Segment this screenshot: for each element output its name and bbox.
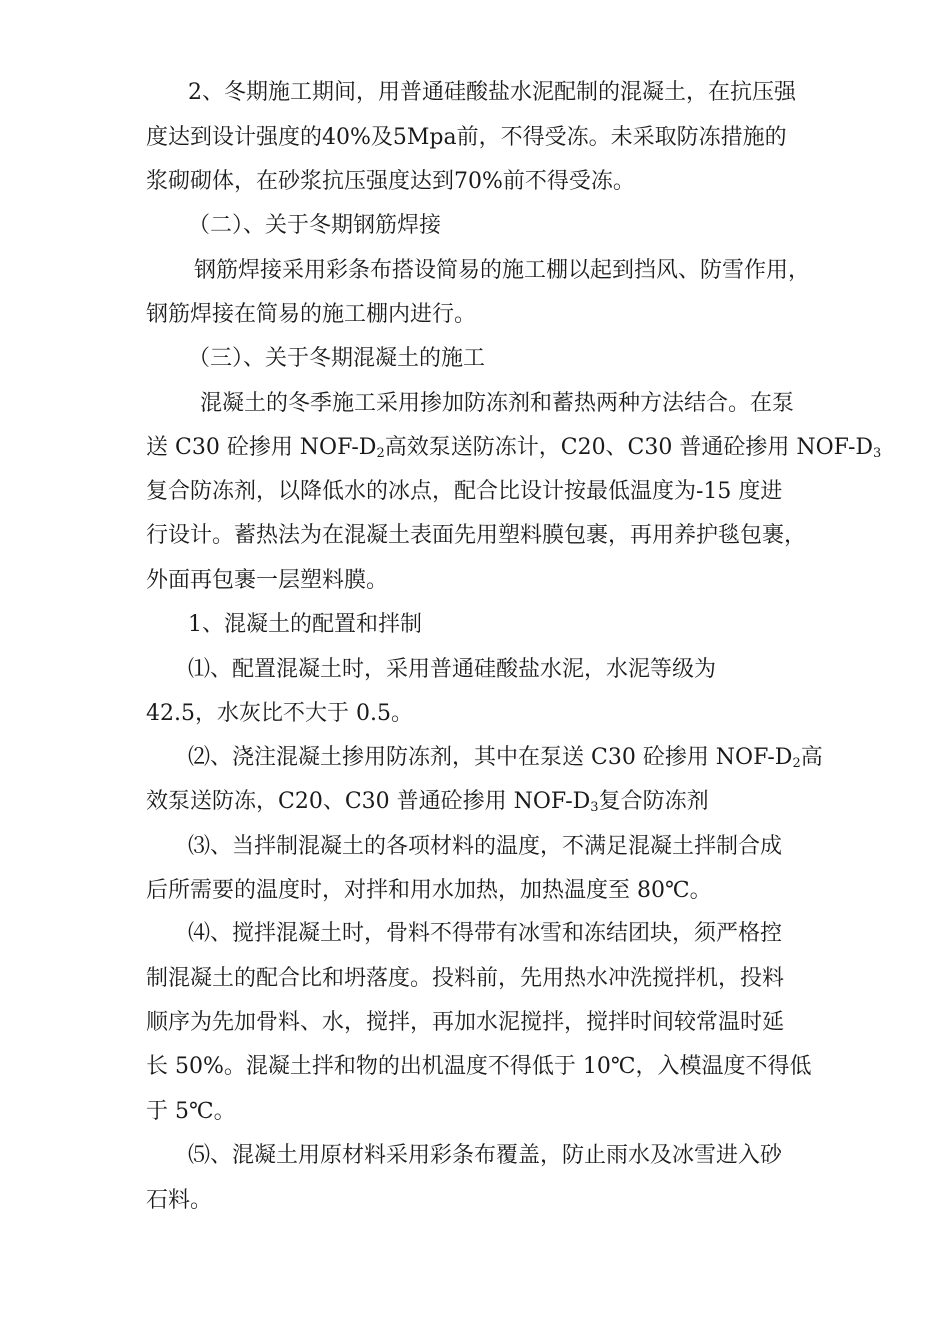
subscript: 3 bbox=[590, 800, 599, 815]
text-line: ⑴、配置混凝土时，采用普通硅酸盐水泥，水泥等级为 bbox=[188, 657, 717, 682]
text-line: 长 50%。混凝土拌和物的出机温度不得低于 10℃，入模温度不得低 bbox=[146, 1054, 812, 1079]
text-line: 复合防冻剂，以降低水的冰点，配合比设计按最低温度为-15 度进 bbox=[146, 479, 783, 504]
section-heading: （二）、关于冬期钢筋焊接 bbox=[188, 213, 442, 238]
subscript: 2 bbox=[376, 446, 385, 461]
subsection-heading: 1、混凝土的配置和拌制 bbox=[188, 612, 422, 637]
text-line: 外面再包裹一层塑料膜。 bbox=[146, 568, 389, 593]
text-line: ⑷、搅拌混凝土时，骨料不得带有冰雪和冻结团块，须严格控 bbox=[188, 921, 783, 946]
text-segment: ⑵、浇注混凝土掺用防冻剂，其中在泵送 C30 砼掺用 NOF-D bbox=[188, 745, 793, 770]
text-line: 钢筋焊接采用彩条布搭设简易的施工棚以起到挡风、防雪作用， bbox=[194, 258, 811, 283]
text-line: 浆砌砌体，在砂浆抗压强度达到70%前不得受冻。 bbox=[146, 169, 635, 194]
text-segment: 送 C30 砼掺用 NOF-D bbox=[146, 435, 377, 460]
text-line: ⑶、当拌制混凝土的各项材料的温度，不满足混凝土拌制合成 bbox=[188, 834, 783, 859]
text-segment: 复合防冻剂 bbox=[598, 789, 709, 814]
text-line: 度达到设计强度的40%及5Mpa前，不得受冻。未采取防冻措施的 bbox=[146, 125, 787, 150]
section-heading: （三）、关于冬期混凝土的施工 bbox=[188, 346, 486, 371]
text-line: 42.5，水灰比不大于 0.5。 bbox=[146, 701, 413, 726]
subscript: 3 bbox=[873, 446, 882, 461]
text-line: 石料。 bbox=[146, 1188, 213, 1213]
text-line-mixed bbox=[146, 787, 709, 817]
text-line: 混凝土的冬季施工采用掺加防冻剂和蓄热两种方法结合。在泵 bbox=[200, 391, 795, 416]
text-line: 2、冬期施工期间，用普通硅酸盐水泥配制的混凝土，在抗压强 bbox=[188, 80, 796, 105]
text-line: ⑸、混凝土用原材料采用彩条布覆盖，防止雨水及冰雪进入砂 bbox=[188, 1143, 783, 1168]
text-line: 于 5℃。 bbox=[146, 1099, 236, 1124]
text-line-mixed bbox=[188, 743, 823, 773]
text-line: 制混凝土的配合比和坍落度。投料前，先用热水冲洗搅拌机，投料 bbox=[146, 966, 785, 991]
subscript: 2 bbox=[792, 756, 801, 771]
text-segment: 效泵送防冻，C20、C30 普通砼掺用 NOF-D bbox=[146, 789, 591, 814]
text-line: 后所需要的温度时，对拌和用水加热，加热温度至 80℃。 bbox=[146, 878, 712, 903]
text-segment: 高效泵送防冻计，C20、C30 普通砼掺用 NOF-D bbox=[384, 435, 874, 460]
text-segment: 高 bbox=[800, 745, 823, 770]
text-line: 顺序为先加骨料、水，搅拌，再加水泥搅拌，搅拌时间较常温时延 bbox=[146, 1010, 785, 1035]
text-line: 钢筋焊接在简易的施工棚内进行。 bbox=[146, 302, 477, 327]
text-line: 行设计。蓄热法为在混凝土表面先用塑料膜包裹，再用养护毯包裹， bbox=[146, 523, 807, 548]
text-line-mixed bbox=[146, 433, 881, 463]
